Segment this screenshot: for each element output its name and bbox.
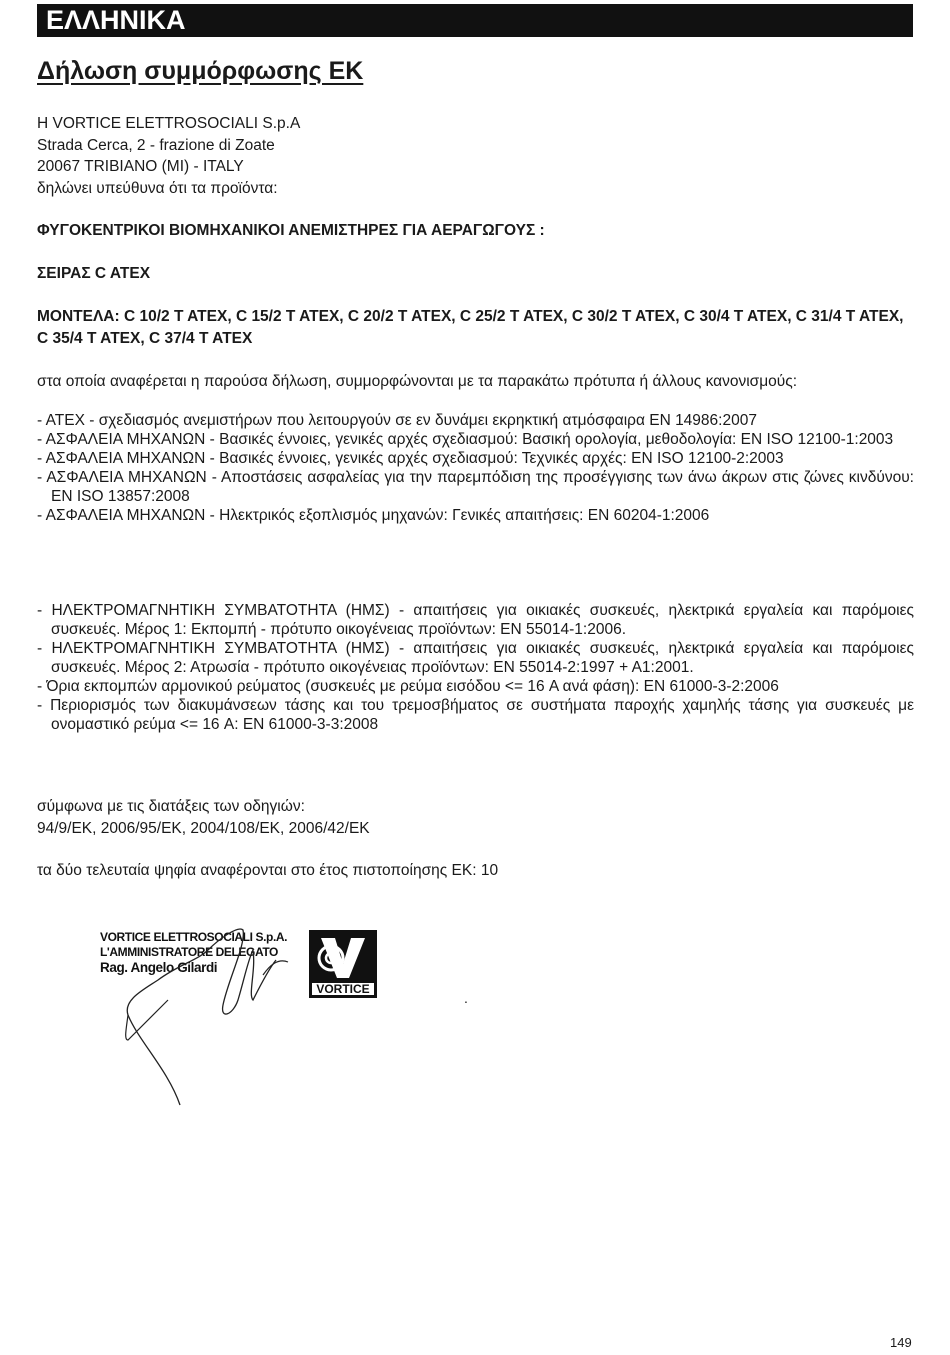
standard-item: - Όρια εκπομπών αρμονικού ρεύματος (συσκευές με ρεύμα εισόδου <= 16 A ανά φάση): EN 61000-3-2:2006 bbox=[37, 678, 779, 695]
product-type: ΦΥΓΟΚΕΝΤΡΙΚΟΙ ΒΙΟΜΗΧΑΝΙΚΟΙ ΑΝΕΜΙΣΤΗΡΕΣ ΓΙΑ ΑΕΡΑΓΩΓΟΥΣ : bbox=[37, 222, 545, 239]
models: ΜΟΝΤΕΛΑ: C 10/2 T ATEX, C 15/2 T ATEX, C 20/2 T ATEX, C 25/2 T ATEX, C 30/2 T ATEX, C 30/4 T ATEX, C 31/4 T ATEX, C 35/4 T ATEX, C 37/4 T ATEX bbox=[37, 308, 904, 347]
certification-note: τα δύο τελευταία ψηφία αναφέρονται στο έτος πιστοποίησης ΕΚ: 10 bbox=[37, 862, 499, 879]
page-title: Δήλωση συμμόρφωσης ΕΚ bbox=[37, 57, 364, 85]
standard-item: - ΑΣΦΑΛΕΙΑ ΜΗΧΑΝΩΝ - Ηλεκτρικός εξοπλισμός μηχανών: Γενικές απαιτήσεις: EN 60204-1:2006 bbox=[37, 507, 710, 524]
intro: στα οποία αναφέρεται η παρούσα δήλωση, συμμορφώνονται με τα παρακάτω πρότυπα ή άλλους κανονισμούς: bbox=[37, 373, 798, 390]
standard-item: - ATEX - σχεδιασμός ανεμιστήρων που λειτουργούν σε εν δυνάμει εκρηκτική ατμόσφαιρα EN 14986:2007 bbox=[37, 412, 757, 429]
stamp-company: VORTICE ELETTROSOCIALI S.p.A. bbox=[100, 930, 288, 944]
standard-item: - ΑΣΦΑΛΕΙΑ ΜΗΧΑΝΩΝ - Βασικές έννοιες, γενικές αρχές σχεδιασμού: Βασική ορολογία, μεθοδολογία: EN ISO 12100-1:2003 bbox=[37, 431, 894, 448]
language-header: ΕΛΛΗΝΙΚΑ bbox=[37, 4, 913, 37]
series: ΣΕΙΡΑΣ C ATEX bbox=[37, 265, 151, 282]
standard-item: - ΗΛΕΚΤΡΟΜΑΓΝΗΤΙΚΗ ΣΥΜΒΑΤΟΤΗΤΑ (ΗΜΣ) - απαιτήσεις για οικιακές συσκευές, ηλεκτρικά εργαλεία και παρόμοιες συσκευές. Μέρος 1: Εκπομπή - πρότυπο οικογένειας προϊόντων: EN 55014-1:2006. bbox=[37, 602, 914, 638]
stamp-role: L'AMMINISTRATORE DELEGATO bbox=[100, 945, 278, 959]
standard-item: - ΑΣΦΑΛΕΙΑ ΜΗΧΑΝΩΝ - Βασικές έννοιες, γενικές αρχές σχεδιασμού: Τεχνικές αρχές: EN ISO 12100-2:2003 bbox=[37, 450, 784, 467]
company-line: δηλώνει υπεύθυνα ότι τα προϊόντα: bbox=[37, 179, 278, 197]
company-line: 20067 TRIBIANO (MI) - ITALY bbox=[37, 158, 244, 175]
standard-item: - Περιορισμός των διακυμάνσεων τάσης και του τρεμοσβήματος σε συστήματα παροχής χαμηλής τάσης για συσκευές με ονομαστικό ρεύμα <= 16 A: EN 61000-3-3:2008 bbox=[37, 697, 914, 733]
directives: 94/9/EK, 2006/95/EK, 2004/108/EK, 2006/42/EK bbox=[37, 820, 370, 837]
standard-item: - ΗΛΕΚΤΡΟΜΑΓΝΗΤΙΚΗ ΣΥΜΒΑΤΟΤΗΤΑ (ΗΜΣ) - απαιτήσεις για οικιακές συσκευές, ηλεκτρικά εργαλεία και παρόμοιες συσκευές. Μέρος 2: Ατρωσία - πρότυπο οικογένειας προϊόντων: EN 55014-2:1997 + A1:2001. bbox=[37, 640, 914, 676]
company-line: Η VORTICE ELETTROSOCIALI S.p.A bbox=[37, 115, 301, 132]
standards-list-2 bbox=[37, 601, 914, 734]
standards-list-1 bbox=[37, 411, 914, 525]
page-number: 149 bbox=[890, 1335, 912, 1350]
directives-intro: σύμφωνα με τις διατάξεις των οδηγιών: bbox=[37, 798, 305, 815]
standard-item: - ΑΣΦΑΛΕΙΑ ΜΗΧΑΝΩΝ - Αποστάσεις ασφαλείας για την παρεμπόδιση της προσέγγισης των άνω άκρων στις ζώνες κινδύνου: EN ISO 13857:2008 bbox=[37, 469, 914, 505]
vortice-logo-text: VORTICE bbox=[310, 981, 376, 997]
dot-mark: . bbox=[464, 990, 468, 1006]
company-line: Strada Cerca, 2 - frazione di Zoate bbox=[37, 136, 275, 154]
company-block bbox=[37, 113, 300, 199]
stamp-name: Rag. Angelo Gilardi bbox=[100, 960, 218, 975]
